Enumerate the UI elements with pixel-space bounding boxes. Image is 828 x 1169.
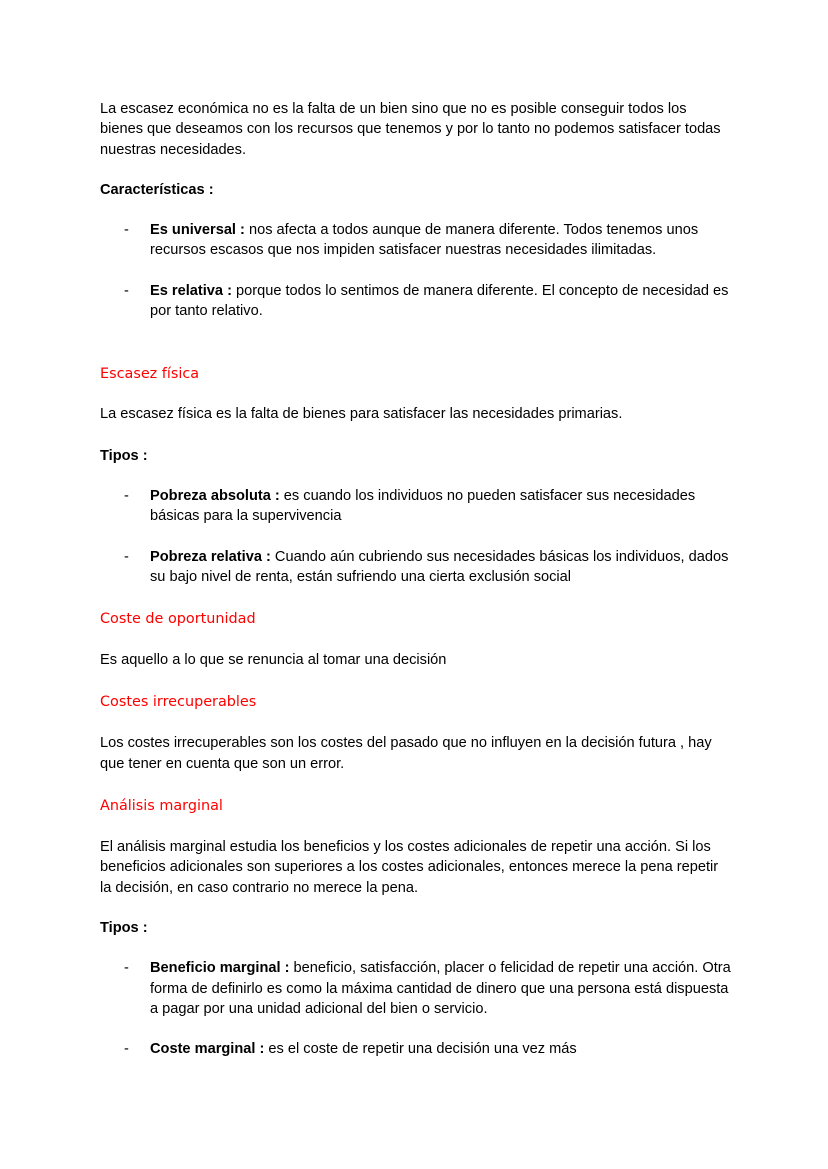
analisis-marginal-list	[100, 958, 732, 1059]
list-item-desc: nos afecta a todos aunque de manera diferente. Todos tenemos unos recursos escasos que nos impiden satisfacer nuestras necesidades ilimitadas.	[150, 222, 699, 259]
list-item	[100, 547, 732, 588]
list-item-desc: porque todos lo sentimos de manera diferente. El concepto de necesidad es por tanto relativo.	[150, 282, 729, 320]
list-item-term: Es relativa :	[150, 282, 232, 299]
tipos-title: Tipos :	[100, 447, 148, 464]
list-item-term: Pobreza absoluta :	[150, 487, 280, 504]
costes-irrecuperables-heading: Costes irrecuperables	[100, 694, 257, 711]
bullet-dash: -	[124, 548, 129, 565]
bullet-dash: -	[124, 222, 129, 239]
tipos-title: Tipos :	[100, 919, 148, 936]
analisis-marginal-paragraph: El análisis marginal estudia los beneficios y los costes adicionales de repetir una acción. Si los beneficios adicionales son superiores a los costes adicionales, entonces merece la pena repetir la decisión, en caso contrario no merece la pena.	[100, 839, 719, 896]
list-item-term: Beneficio marginal :	[150, 960, 290, 977]
list-item-term: Es universal :	[150, 222, 245, 239]
list-item	[100, 1039, 732, 1059]
escasez-fisica-heading: Escasez física	[100, 366, 200, 383]
caracteristicas-title: Características :	[100, 181, 214, 198]
bullet-dash: -	[124, 487, 129, 504]
list-item	[100, 220, 732, 261]
list-item-term: Pobreza relativa :	[150, 548, 271, 565]
list-item	[100, 281, 732, 322]
escasez-fisica-list	[100, 486, 732, 587]
caracteristicas-list	[100, 220, 732, 321]
list-item-term: Coste marginal :	[150, 1041, 265, 1058]
list-item-desc: es cuando los individuos no pueden satisfacer sus necesidades básicas para la supervivencia	[150, 487, 696, 525]
intro-paragraph: La escasez económica no es la falta de un bien sino que no es posible conseguir todos los bienes que deseamos con los recursos que tenemos y por lo tanto no podemos satisfacer todas nuestras necesidades.	[100, 101, 721, 158]
coste-oportunidad-paragraph: Es aquello a lo que se renuncia al tomar una decisión	[100, 652, 447, 669]
bullet-dash: -	[124, 282, 129, 299]
list-item-desc: beneficio, satisfacción, placer o felicidad de repetir una acción. Otra forma de definirlo es como la máxima cantidad de dinero que una persona está dispuesta a pagar por una unidad adicional del bien o servicio.	[150, 960, 731, 1017]
bullet-dash: -	[124, 960, 129, 977]
analisis-marginal-heading: Análisis marginal	[100, 798, 223, 815]
coste-oportunidad-heading: Coste de oportunidad	[100, 611, 256, 628]
list-item	[100, 486, 732, 527]
document-page	[100, 99, 732, 1059]
bullet-dash: -	[124, 1041, 129, 1058]
list-item-desc: es el coste de repetir una decisión una vez más	[264, 1041, 577, 1058]
escasez-fisica-paragraph: La escasez física es la falta de bienes para satisfacer las necesidades primarias.	[100, 406, 623, 423]
costes-irrecuperables-paragraph: Los costes irrecuperables son los costes del pasado que no influyen en la decisión futura , hay que tener en cuenta que son un error.	[100, 735, 712, 772]
list-item	[100, 958, 732, 1019]
list-item-desc: Cuando aún cubriendo sus necesidades básicas los individuos, dados su bajo nivel de renta, están sufriendo una cierta exclusión social	[150, 548, 729, 585]
